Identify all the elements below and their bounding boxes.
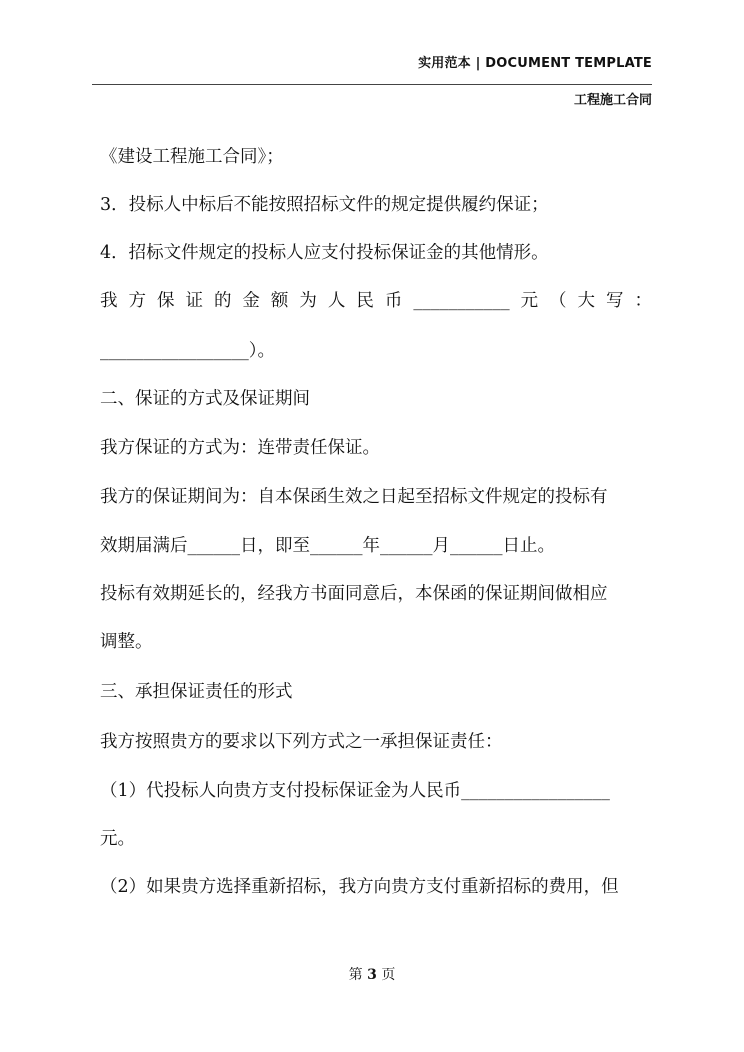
text-token: ___________ bbox=[413, 291, 510, 311]
body-line-11: 调整。 bbox=[100, 632, 153, 652]
body-line-2: 3．投标人中标后不能按照招标文件的规定提供履约保证； bbox=[100, 195, 549, 215]
section-heading-2: 二、保证的方式及保证期间 bbox=[100, 389, 310, 409]
text-token: 方 bbox=[128, 291, 146, 311]
text-token: 币 bbox=[384, 291, 403, 311]
text-token: 大 bbox=[577, 291, 596, 311]
text-token: 我 bbox=[100, 291, 118, 311]
body-line-13: 我方按照贵方的要求以下列方式之一承担保证责任： bbox=[100, 732, 503, 752]
text-token: 的 bbox=[213, 291, 232, 311]
page-footer bbox=[0, 964, 744, 984]
body-line-16: （2）如果贵方选择重新招标，我方向贵方支付重新招标的费用，但 bbox=[100, 877, 619, 897]
text-token: 额 bbox=[270, 291, 289, 311]
header-divider bbox=[92, 84, 652, 85]
text-token: ： bbox=[634, 291, 652, 311]
text-token: 元 bbox=[520, 291, 539, 311]
text-token: 民 bbox=[356, 291, 374, 311]
header-subtitle: 工程施工合同 bbox=[573, 93, 652, 108]
text-token: 写 bbox=[606, 291, 624, 311]
body-line-3: 4．招标文件规定的投标人应支付投标保证金的其他情形。 bbox=[100, 243, 549, 263]
body-line-10: 投标有效期延长的，经我方书面同意后，本保函的保证期间做相应 bbox=[100, 584, 608, 604]
text-token: 金 bbox=[242, 291, 260, 311]
text-token: 为 bbox=[299, 291, 317, 311]
text-token: （ bbox=[549, 291, 567, 311]
body-line-8: 我方的保证期间为：自本保函生效之日起至招标文件规定的投标有 bbox=[100, 487, 608, 507]
text-token: 保 bbox=[156, 291, 175, 311]
body-line-9: 效期届满后______日，即至______年______月______日止。 bbox=[100, 536, 555, 556]
body-line-4 bbox=[100, 290, 652, 312]
body-line-5: _________________）。 bbox=[100, 341, 275, 361]
page-suffix: 页 bbox=[381, 967, 396, 983]
body-line-1: 《建设工程施工合同》； bbox=[100, 147, 284, 167]
text-token: 证 bbox=[185, 291, 203, 311]
text-token: 人 bbox=[327, 291, 346, 311]
section-heading-3: 三、承担保证责任的形式 bbox=[100, 682, 293, 702]
page-prefix: 第 bbox=[348, 967, 363, 983]
body-line-7: 我方保证的方式为：连带责任保证。 bbox=[100, 438, 380, 458]
page-number: 3 bbox=[367, 967, 377, 983]
header-title: 实用范本 | DOCUMENT TEMPLATE bbox=[418, 56, 652, 71]
body-line-14: （1）代投标人向贵方支付投标保证金为人民币_________________ bbox=[100, 781, 610, 801]
body-line-15: 元。 bbox=[100, 829, 135, 849]
